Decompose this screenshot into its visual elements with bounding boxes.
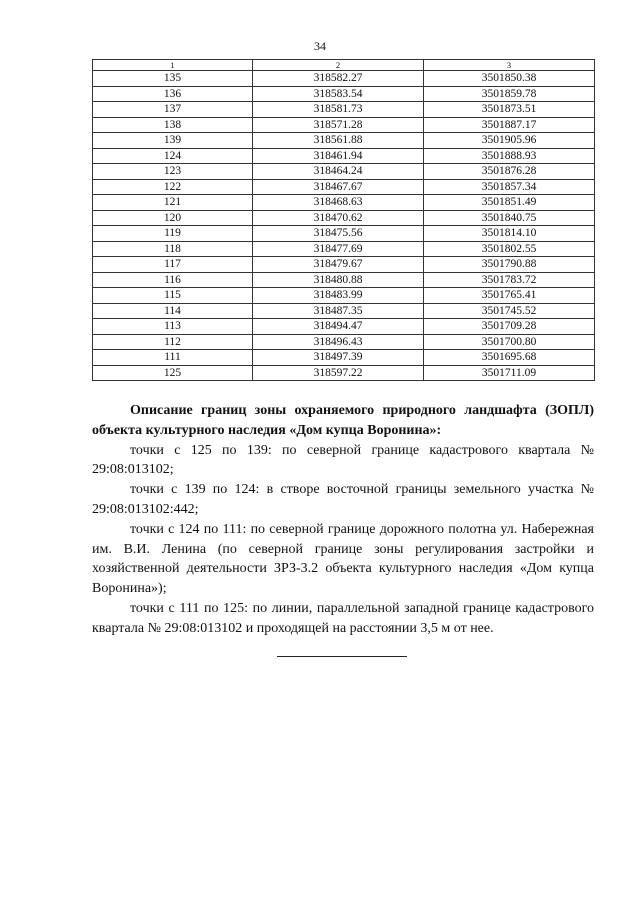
y-coordinate-cell: 3501765.41 — [424, 288, 595, 304]
point-number-cell: 122 — [93, 179, 253, 195]
y-coordinate-cell: 3501802.55 — [424, 241, 595, 257]
x-coordinate-cell: 318467.67 — [253, 179, 424, 195]
boundary-description — [92, 401, 594, 639]
point-number-cell: 124 — [93, 148, 253, 164]
point-number-cell: 137 — [93, 102, 253, 118]
coordinates-table — [92, 59, 595, 381]
x-coordinate-cell: 318479.67 — [253, 257, 424, 273]
y-coordinate-cell: 3501873.51 — [424, 102, 595, 118]
table-row — [93, 241, 595, 257]
point-number-cell: 121 — [93, 195, 253, 211]
x-coordinate-cell: 318497.39 — [253, 350, 424, 366]
column-header: 3 — [424, 60, 595, 71]
x-coordinate-cell: 318581.73 — [253, 102, 424, 118]
table-row — [93, 71, 595, 87]
point-number-cell: 119 — [93, 226, 253, 242]
point-number-cell: 115 — [93, 288, 253, 304]
point-number-cell: 118 — [93, 241, 253, 257]
signature-divider-line — [277, 656, 407, 657]
x-coordinate-cell: 318583.54 — [253, 86, 424, 102]
y-coordinate-cell: 3501888.93 — [424, 148, 595, 164]
table-row — [93, 102, 595, 118]
column-header: 2 — [253, 60, 424, 71]
y-coordinate-cell: 3501850.38 — [424, 71, 595, 87]
point-number-cell: 136 — [93, 86, 253, 102]
table-row — [93, 365, 595, 381]
x-coordinate-cell: 318496.43 — [253, 334, 424, 350]
page-number: 34 — [314, 39, 326, 53]
description-paragraph: точки с 125 по 139: по северной границе кадастрового квартала № 29:08:013102; — [92, 442, 594, 478]
x-coordinate-cell: 318571.28 — [253, 117, 424, 133]
x-coordinate-cell: 318561.88 — [253, 133, 424, 149]
table-row — [93, 334, 595, 350]
table-row — [93, 257, 595, 273]
x-coordinate-cell: 318494.47 — [253, 319, 424, 335]
x-coordinate-cell: 318464.24 — [253, 164, 424, 180]
description-heading: Описание границ зоны охраняемого природного ландшафта (ЗОПЛ) объекта культурного наследия «Дом купца Воронина»: — [92, 403, 594, 438]
table-row — [93, 288, 595, 304]
y-coordinate-cell: 3501700.80 — [424, 334, 595, 350]
x-coordinate-cell: 318483.99 — [253, 288, 424, 304]
point-number-cell: 111 — [93, 350, 253, 366]
y-coordinate-cell: 3501745.52 — [424, 303, 595, 319]
table-row — [93, 86, 595, 102]
table-row — [93, 133, 595, 149]
y-coordinate-cell: 3501857.34 — [424, 179, 595, 195]
y-coordinate-cell: 3501711.09 — [424, 365, 595, 381]
y-coordinate-cell: 3501783.72 — [424, 272, 595, 288]
point-number-cell: 120 — [93, 210, 253, 226]
point-number-cell: 112 — [93, 334, 253, 350]
y-coordinate-cell: 3501709.28 — [424, 319, 595, 335]
y-coordinate-cell: 3501840.75 — [424, 210, 595, 226]
point-number-cell: 125 — [93, 365, 253, 381]
table-row — [93, 179, 595, 195]
y-coordinate-cell: 3501851.49 — [424, 195, 595, 211]
x-coordinate-cell: 318477.69 — [253, 241, 424, 257]
y-coordinate-cell: 3501814.10 — [424, 226, 595, 242]
x-coordinate-cell: 318470.62 — [253, 210, 424, 226]
x-coordinate-cell: 318475.56 — [253, 226, 424, 242]
y-coordinate-cell: 3501790.88 — [424, 257, 595, 273]
table-row — [93, 164, 595, 180]
table-row — [93, 272, 595, 288]
column-header: 1 — [93, 60, 253, 71]
y-coordinate-cell: 3501876.28 — [424, 164, 595, 180]
table-row — [93, 117, 595, 133]
description-paragraph: точки с 111 по 125: по линии, параллельной западной границе кадастрового квартала № 29:08:013102 и проходящей на расстоянии 3,5 м от нее. — [92, 600, 594, 636]
description-paragraph: точки с 124 по 111: по северной границе дорожного полотна ул. Набережная им. В.И. Ленина (по северной границе зоны регулирования застройки и хозяйственной деятельности ЗРЗ-3.2 объекта культурного наследия «Дом купца Воронина»); — [92, 521, 594, 597]
point-number-cell: 114 — [93, 303, 253, 319]
point-number-cell: 117 — [93, 257, 253, 273]
x-coordinate-cell: 318468.63 — [253, 195, 424, 211]
table-row — [93, 303, 595, 319]
point-number-cell: 138 — [93, 117, 253, 133]
y-coordinate-cell: 3501905.96 — [424, 133, 595, 149]
table-row — [93, 148, 595, 164]
table-row — [93, 350, 595, 366]
x-coordinate-cell: 318597.22 — [253, 365, 424, 381]
y-coordinate-cell: 3501695.68 — [424, 350, 595, 366]
y-coordinate-cell: 3501887.17 — [424, 117, 595, 133]
description-paragraph: точки с 139 по 124: в створе восточной границы земельного участка № 29:08:013102:442; — [92, 482, 594, 517]
point-number-cell: 135 — [93, 71, 253, 87]
x-coordinate-cell: 318487.35 — [253, 303, 424, 319]
point-number-cell: 113 — [93, 319, 253, 335]
x-coordinate-cell: 318480.88 — [253, 272, 424, 288]
x-coordinate-cell: 318461.94 — [253, 148, 424, 164]
y-coordinate-cell: 3501859.78 — [424, 86, 595, 102]
point-number-cell: 123 — [93, 164, 253, 180]
table-row — [93, 210, 595, 226]
table-row — [93, 195, 595, 211]
table-row — [93, 226, 595, 242]
x-coordinate-cell: 318582.27 — [253, 71, 424, 87]
table-row — [93, 319, 595, 335]
point-number-cell: 139 — [93, 133, 253, 149]
table-header-row — [93, 60, 595, 71]
point-number-cell: 116 — [93, 272, 253, 288]
